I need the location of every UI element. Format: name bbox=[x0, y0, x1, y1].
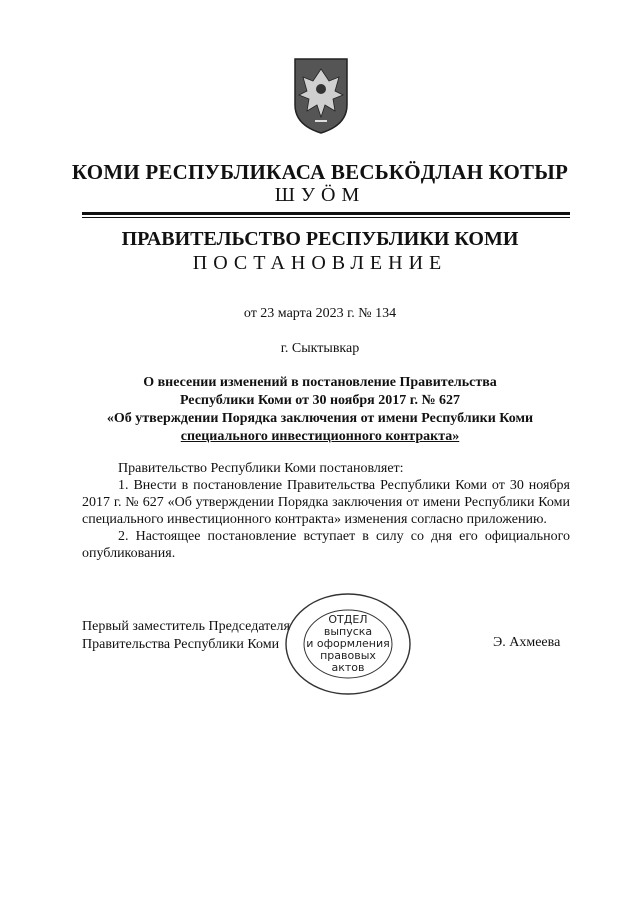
header-komi-title: КОМИ РЕСПУБЛИКАСА ВЕСЬКÖДЛАН КОТЫР bbox=[71, 160, 569, 184]
title-line: О внесении изменений в постановление Правительства bbox=[143, 375, 497, 390]
title-line: Республики Коми от 30 ноября 2017 г. № 627 bbox=[179, 393, 461, 408]
signatory-name: Э. Ахмеева bbox=[493, 635, 561, 650]
coat-of-arms-icon bbox=[291, 55, 351, 135]
signatory-position-line: Первый заместитель Председателя bbox=[82, 619, 290, 634]
body-item-1: 1. Внести в постановление Правительства Республики Коми от 30 ноября 2017 г. № 627 «Об утверждении Порядка заключения от имени Республики Коми специального инвестиционного контракта» изменения согласно приложению. bbox=[82, 478, 570, 527]
signatory-position-line: Правительства Республики Коми bbox=[82, 637, 280, 652]
body-item-2: 2. Настоящее постановление вступает в силу со дня его официального опубликования. bbox=[82, 529, 570, 561]
stamp-line: выпуска bbox=[323, 625, 373, 638]
body-intro: Правительство Республики Коми постановляет: bbox=[118, 461, 404, 476]
stamp-line: и оформления bbox=[306, 637, 390, 650]
document-city: г. Сыктывкар bbox=[280, 341, 360, 356]
stamp-text bbox=[282, 614, 414, 674]
header-divider-thick bbox=[82, 212, 570, 215]
title-line: специального инвестиционного контракта» bbox=[180, 429, 460, 444]
signatory-position bbox=[82, 618, 290, 654]
header-divider-thin bbox=[82, 217, 570, 218]
header-government-title: ПРАВИТЕЛЬСТВО РЕСПУБЛИКИ КОМИ bbox=[121, 228, 519, 250]
official-stamp bbox=[282, 590, 414, 698]
header-shuom: ШУÖМ bbox=[274, 184, 366, 206]
stamp-line: актов bbox=[331, 661, 365, 674]
document-date: от 23 марта 2023 г. № 134 bbox=[243, 306, 397, 321]
stamp-line: правовых bbox=[320, 649, 376, 662]
title-line: «Об утверждении Порядка заключения от имени Республики Коми bbox=[106, 411, 534, 426]
document-title bbox=[0, 374, 640, 446]
document-body bbox=[82, 460, 570, 562]
stamp-line: ОТДЕЛ bbox=[328, 613, 368, 626]
header-resolution: ПОСТАНОВЛЕНИЕ bbox=[192, 252, 448, 274]
